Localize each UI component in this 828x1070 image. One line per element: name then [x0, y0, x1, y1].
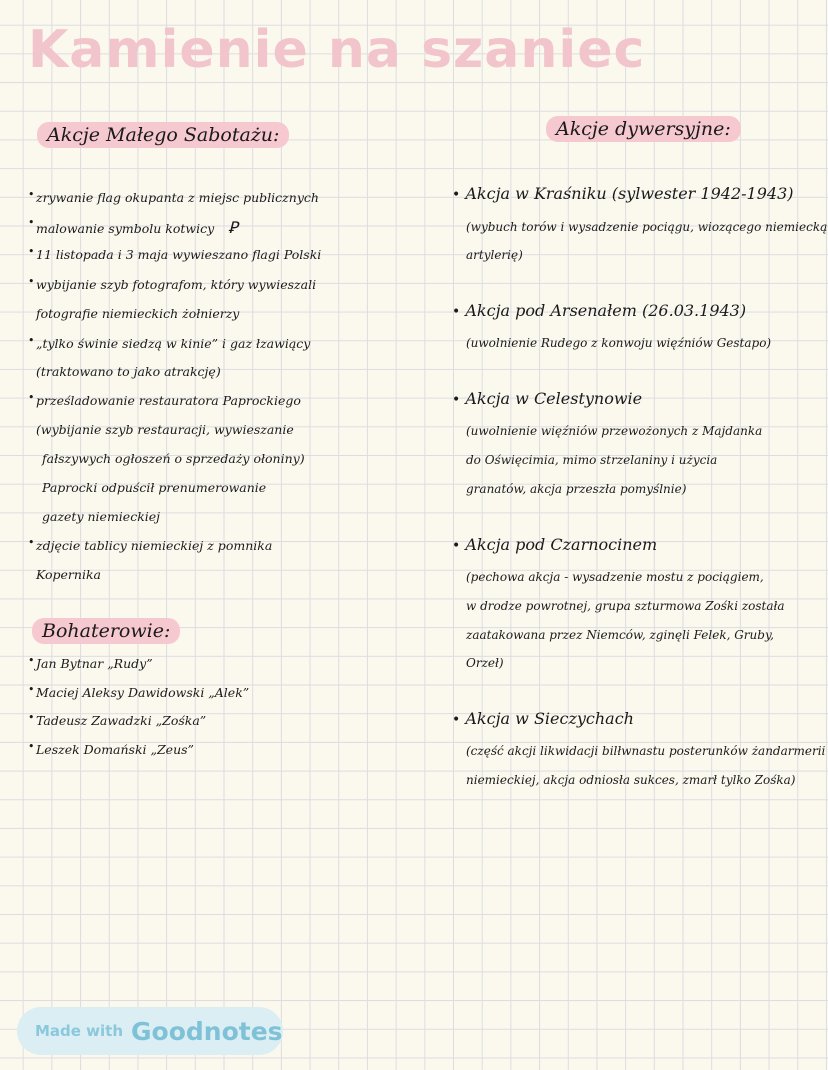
action-detail: w drodze powrotnej, grupa szturmowa Zośki została — [466, 599, 785, 613]
list-item: • wybijanie szyb fotografom, który wywieszali — [36, 279, 316, 292]
heroes-heading: Bohaterowie: — [32, 620, 180, 642]
made-with-label: Made with — [35, 1022, 124, 1040]
action-detail: niemieckiej, akcja odniosła sukces, zmarł tylko Zośka) — [466, 773, 796, 787]
action-detail: (uwolnienie więźniów przewożonych z Majdanka — [466, 424, 763, 438]
action-title: • Akcja pod Czarnocinem — [452, 535, 658, 554]
list-item: • malowanie symbolu kotwicy Ꝑ — [36, 220, 238, 236]
hero-item: • Jan Bytnar „Rudy” — [36, 658, 153, 671]
action-detail: (wybuch torów i wysadzenie pociągu, wiozącego niemiecką — [466, 220, 828, 234]
action-title: • Akcja w Sieczychach — [452, 709, 634, 728]
list-item-continued: (wybijanie szyb restauracji, wywieszanie — [36, 422, 294, 437]
list-item: • „tylko świnie siedzą w kinie” i gaz łzawiący — [36, 338, 310, 351]
list-item-continued: gazety niemieckiej — [42, 509, 161, 524]
list-item-continued: fałszywych ogłoszeń o sprzedaży ołoniny) — [42, 451, 305, 466]
goodnotes-logo: Goodnotes — [131, 1016, 283, 1046]
action-title: • Akcja w Celestynowie — [452, 389, 643, 408]
left-heading: Akcje Małego Sabotażu: — [37, 124, 289, 146]
action-detail: (pechowa akcja - wysadzenie mostu z pociągiem, — [466, 570, 764, 584]
list-item: • zrywanie flag okupanta z miejsc publicznych — [36, 192, 319, 205]
hero-item: • Leszek Domański „Zeus” — [36, 744, 194, 757]
action-detail: Orzeł) — [466, 656, 504, 670]
goodnotes-badge — [17, 1007, 283, 1055]
list-item-continued: fotografie niemieckich żołnierzy — [36, 306, 240, 321]
list-item: • zdjęcie tablicy niemieckiej z pomnika — [36, 540, 272, 553]
list-item-continued: (traktowano to jako atrakcję) — [36, 364, 221, 379]
action-detail: granatów, akcja przeszła pomyślnie) — [466, 482, 687, 496]
hero-item: • Tadeusz Zawadzki „Zośka” — [36, 715, 206, 728]
action-detail: artylerię) — [466, 248, 523, 262]
page-title: Kamienie na szaniec — [28, 20, 646, 80]
list-item: • 11 listopada i 3 maja wywieszano flagi Polski — [36, 249, 321, 262]
list-item-continued: Kopernika — [36, 567, 101, 582]
action-detail: do Oświęcimia, mimo strzelaniny i użycia — [466, 453, 718, 467]
hero-item: • Maciej Aleksy Dawidowski „Alek” — [36, 687, 249, 700]
action-detail: zaatakowana przez Niemców, zginęli Felek, Gruby, — [466, 628, 774, 642]
list-item: • prześladowanie restauratora Paprockiego — [36, 395, 301, 408]
list-item-continued: Paprocki odpuścił prenumerowanie — [42, 480, 267, 495]
action-title: • Akcja w Kraśniku (sylwester 1942-1943) — [452, 184, 794, 203]
anchor-symbol: Ꝑ — [228, 218, 238, 237]
action-title: • Akcja pod Arsenałem (26.03.1943) — [452, 301, 747, 320]
action-detail: (uwolnienie Rudego z konwoju więźniów Gestapo) — [466, 336, 772, 350]
action-detail: (część akcji likwidacji bilłwnastu posterunków żandarmerii — [466, 744, 826, 758]
right-heading: Akcje dywersyjne: — [546, 118, 741, 140]
